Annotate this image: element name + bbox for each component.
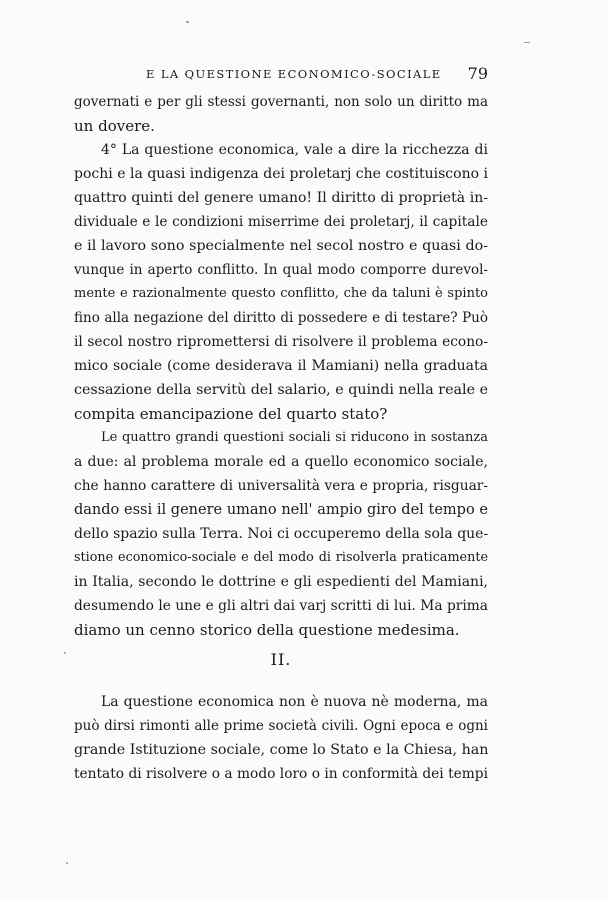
page-number: 79	[467, 64, 488, 83]
text-line: tentato di risolvere o a modo loro o in conformità dei tempi	[74, 766, 488, 782]
page-header	[146, 64, 488, 84]
text-line: quattro quinti del genere umano! Il diritto di proprietà in-	[74, 190, 488, 206]
text-line: che hanno carattere di universalità vera e propria, risguar-	[74, 478, 488, 494]
text-line: vunque in aperto conflitto. In qual modo comporre durevol-	[74, 262, 488, 278]
text-line: diamo un cenno storico della questione medesima.	[74, 621, 460, 639]
text-line: cessazione della servitù del salario, e quindi nella reale e	[74, 382, 488, 398]
text-line: il secol nostro ripromettersi di risolvere il problema econo-	[74, 334, 488, 350]
text-line: dividuale e le condizioni miserrime dei proletarj, il capitale	[74, 214, 488, 230]
text-line: un dovere.	[74, 117, 155, 135]
running-title: E LA QUESTIONE ECONOMICO-SOCIALE	[146, 67, 442, 81]
text-line: stione economico-sociale e del modo di risolverla praticamente	[74, 550, 488, 565]
text-line: e il lavoro sono specialmente nel secol nostro e quasi do-	[74, 238, 488, 254]
paper-speck	[524, 42, 530, 43]
text-line: mente e razionalmente questo conflitto, che da taluni è spinto	[74, 286, 488, 301]
text-line: in Italia, secondo le dottrine e gli espedienti del Mamiani,	[74, 574, 488, 590]
section-heading: II.	[270, 650, 292, 669]
text-line: grande Istituzione sociale, come lo Stato e la Chiesa, han	[74, 742, 489, 758]
text-line: pochi e la quasi indigenza dei proletarj che costituiscono i	[74, 166, 488, 182]
paper-speck	[64, 652, 66, 654]
paper-speck	[66, 862, 68, 864]
text-line: compita emancipazione del quarto stato?	[74, 405, 388, 423]
text-line: a due: al problema morale ed a quello economico sociale,	[74, 454, 488, 470]
text-line: fino alla negazione del diritto di possedere e di testare? Può	[74, 310, 488, 326]
text-line: La questione economica non è nuova nè moderna, ma	[101, 694, 488, 710]
text-line: mico sociale (come desiderava il Mamiani) nella graduata	[74, 358, 488, 374]
text-line: desumendo le une e gli altri dai varj scritti di lui. Ma prima	[74, 598, 488, 614]
text-line: 4° La questione economica, vale a dire la ricchezza di	[101, 142, 488, 158]
text-line: dando essi il genere umano nell' ampio giro del tempo e	[74, 502, 488, 518]
text-line: può dirsi rimonti alle prime società civili. Ogni epoca e ogni	[74, 718, 488, 734]
paper-speck	[186, 21, 189, 23]
text-line: dello spazio sulla Terra. Noi ci occuperemo della sola que-	[74, 526, 489, 542]
text-line: governati e per gli stessi governanti, non solo un diritto ma	[74, 94, 488, 110]
text-line: Le quattro grandi questioni sociali si riducono in sostanza	[101, 430, 488, 445]
